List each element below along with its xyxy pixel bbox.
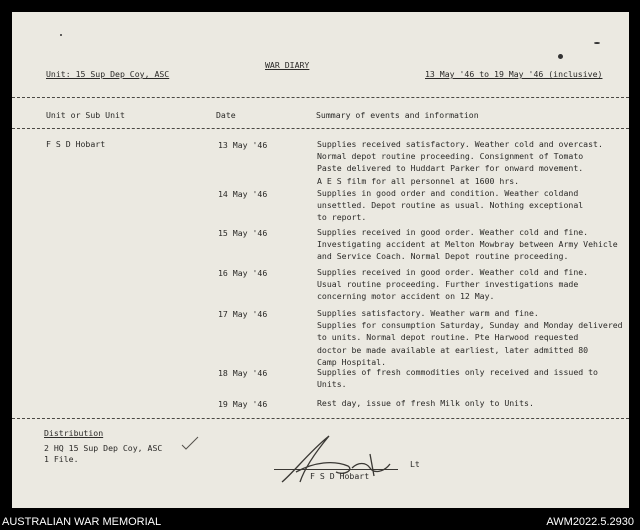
- entry-date: 19 May '46: [218, 399, 268, 409]
- summary-line: Investigating accident at Melton Mowbray between Army Vehicle: [317, 239, 618, 250]
- distribution-line: 2 HQ 15 Sup Dep Coy, ASC: [44, 443, 163, 453]
- entry-summary: [317, 187, 583, 224]
- summary-line: Supplies received in good order. Weather cold and fine.: [317, 267, 589, 277]
- entry-date: 13 May '46: [218, 140, 268, 150]
- distribution-line: 1 File.: [44, 454, 79, 464]
- entry-date: 17 May '46: [218, 309, 268, 319]
- summary-line: Units.: [317, 379, 347, 390]
- entry-date: 15 May '46: [218, 228, 268, 238]
- summary-line: Supplies received satisfactory. Weather cold and overcast.: [317, 139, 603, 149]
- entry-date: 18 May '46: [218, 368, 268, 378]
- summary-line: unsettled. Depot routine as usual. Nothing exceptional: [317, 200, 584, 211]
- entry-date: 14 May '46: [218, 189, 268, 199]
- rule-header: [12, 128, 629, 129]
- summary-line: A E S film for all personnel at 1600 hrs.: [317, 175, 520, 186]
- unit-label: Unit: 15 Sup Dep Coy, ASC: [46, 69, 170, 79]
- summary-line: Supplies satisfactory. Weather warm and fine.: [317, 308, 539, 318]
- summary-line: Camp Hospital.: [317, 356, 387, 367]
- summary-line: Usual routine proceeding. Further investigations made: [317, 279, 579, 290]
- unit-name: F S D Hobart: [46, 139, 106, 149]
- col-unit-header: Unit or Sub Unit: [46, 110, 125, 120]
- col-date-header: Date: [216, 110, 236, 120]
- entry-summary: [317, 366, 598, 390]
- col-summary-header: Summary of events and information: [316, 110, 479, 120]
- entry-date: 16 May '46: [218, 268, 268, 278]
- summary-line: Supplies for consumption Saturday, Sunday and Monday delivered: [317, 320, 623, 331]
- entry-summary: [317, 307, 623, 368]
- footer-accession: AWM2022.5.2930: [546, 516, 634, 528]
- summary-line: Normal depot routine proceeding. Consignment of Tomato: [317, 151, 584, 162]
- ink-spot: [558, 54, 563, 59]
- tick-mark: [180, 435, 200, 451]
- ink-spot: [594, 42, 600, 44]
- signature-line: [274, 469, 398, 470]
- signature-block: F S D Hobart: [310, 471, 370, 481]
- summary-line: and Service Coach. Normal Depot routine proceeding.: [317, 251, 569, 262]
- summary-line: Supplies in good order and condition. Weather coldand: [317, 188, 579, 198]
- summary-line: Supplies received in good order. Weather cold and fine.: [317, 227, 589, 237]
- summary-line: Supplies of fresh commodities only received and issued to: [317, 367, 598, 377]
- rule-top: [12, 97, 629, 98]
- entry-summary: [317, 226, 618, 263]
- diary-title: WAR DIARY: [265, 60, 310, 70]
- distribution-heading: Distribution: [44, 428, 104, 438]
- diary-period: 13 May '46 to 19 May '46 (inclusive): [425, 69, 603, 79]
- diary-page: [12, 12, 629, 508]
- summary-line: Paste delivered to Huddart Parker for onward movement.: [317, 163, 584, 174]
- summary-line: concerning motor accident on 12 May.: [317, 291, 495, 302]
- archive-footer: [0, 508, 640, 530]
- ink-spot: [60, 34, 62, 36]
- summary-line: to report.: [317, 212, 367, 223]
- entry-summary: [317, 138, 603, 187]
- summary-line: doctor be made available at earliest, later admitted 80: [317, 344, 589, 355]
- entry-summary: [317, 397, 534, 409]
- footer-institution: AUSTRALIAN WAR MEMORIAL: [2, 516, 162, 528]
- entry-summary: [317, 266, 588, 303]
- rule-bottom: [12, 418, 629, 419]
- summary-line: Rest day, issue of fresh Milk only to Units.: [317, 398, 534, 408]
- signature-rank: Lt: [410, 459, 420, 469]
- summary-line: to units. Normal depot routine. Pte Harwood requested: [317, 332, 579, 343]
